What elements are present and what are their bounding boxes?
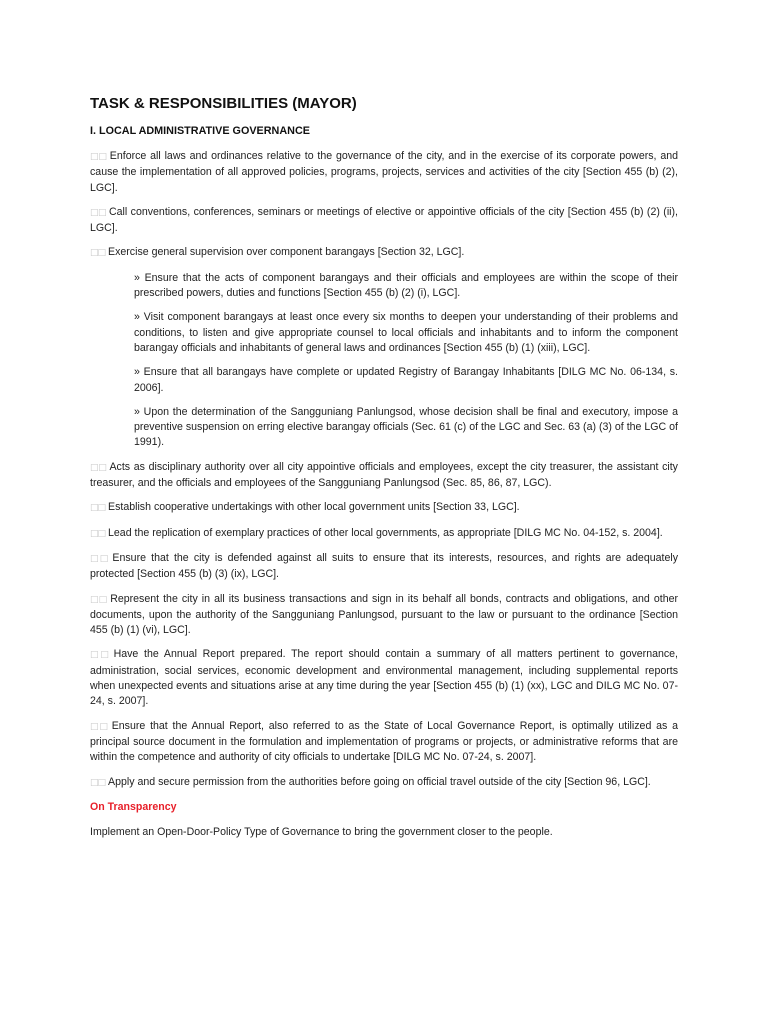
- list-item: [90, 245, 678, 261]
- sub-item: » Upon the determination of the Sangguniang Panlungsod, whose decision shall be final and executory, impose a preventive suspension on erring elective barangay officials (Sec. 61 (c) of the LGC and Sec. 63 (a) (3) of the LGC of 1991).: [134, 405, 678, 449]
- list-item-text: Call conventions, conferences, seminars or meetings of elective or appointive officials of the city [Section 455 (b) (2) (ii), LGC].: [90, 205, 679, 235]
- list-item-text: Lead the replication of exemplary practices of other local governments, as appropriate [DILG MC No. 04-152, s. 2004].: [108, 526, 663, 539]
- bullet-icon: □□: [90, 528, 106, 539]
- list-item: [90, 500, 678, 516]
- list-item-text: Enforce all laws and ordinances relative to the governance of the city, and in the exercise of its corporate powers, and cause the implementation of all approved policies, programs, projects, services and activities of the city [Section 455 (b) (2), LGC].: [90, 150, 678, 194]
- bullet-icon: □□: [90, 207, 106, 218]
- list-item-text: Ensure that the Annual Report, also referred to as the State of Local Governance Report, is optimally utilized as a principal source document in the formulation and implementation of programs or projects, or administrative reforms that are within the competence and authority of city officials to undertake [DILG MC No. 07-24, s. 2007].: [90, 719, 678, 764]
- bullet-icon: □□: [90, 248, 106, 259]
- list-item: [90, 149, 678, 196]
- sub-item: » Ensure that all barangays have complete or updated Registry of Barangay Inhabitants [DILG MC No. 06-134, s. 2006].: [134, 366, 678, 394]
- list-item: [90, 526, 678, 542]
- transparency-text: Implement an Open-Door-Policy Type of Governance to bring the government closer to the people.: [90, 826, 553, 839]
- list-item-text: Acts as disciplinary authority over all city appointive officials and employees, except the city treasurer, the assistant city treasurer, and the officials and employees of the Sangguniang Panlungsod (Sec. 85, 86, 87, LGC).: [90, 460, 678, 490]
- page-title: TASK & RESPONSIBILITIES (MAYOR): [90, 95, 357, 112]
- list-item-text: Exercise general supervision over component barangays [Section 32, LGC].: [108, 246, 465, 259]
- list-item: [90, 551, 678, 583]
- document-page: [90, 95, 678, 849]
- bullet-icon: □□: [90, 594, 108, 605]
- list-item: [90, 647, 678, 709]
- list-item: [90, 592, 678, 639]
- list-item-text: Ensure that the city is defended against all suits to ensure that its interests, resources, and rights are adequately protected [Section 455 (b) (3) (ix), LGC].: [90, 551, 678, 581]
- bullet-icon: □□: [90, 650, 111, 661]
- list-item-text: Apply and secure permission from the authorities before going on official travel outside of the city [Section 96, LGC].: [108, 775, 651, 788]
- list-item-text: Establish cooperative undertakings with other local government units [Section 33, LGC].: [108, 501, 520, 514]
- bullet-icon: □□: [90, 777, 106, 788]
- sub-item: » Ensure that the acts of component barangays and their officials and employees are within the scope of their prescribed powers, duties and functions [Section 455 (b) (2) (i), LGC].: [134, 271, 678, 300]
- bullet-icon: □□: [90, 721, 109, 732]
- bullet-icon: □□: [90, 462, 107, 473]
- list-item: [90, 460, 678, 492]
- bullet-icon: □□: [90, 553, 110, 564]
- list-item: [90, 205, 678, 237]
- list-item-text: Have the Annual Report prepared. The report should contain a summary of all matters pertinent to governance, administration, social services, economic development and environmental management, including supplemental reports when unexpected events and situations arise at any time during the year [Section 455 (b) (1) (xx), LGC and DILG MC No. 07-24, s. 2007].: [90, 648, 678, 708]
- section-heading: I. LOCAL ADMINISTRATIVE GOVERNANCE: [90, 125, 310, 137]
- transparency-heading: On Transparency: [90, 800, 177, 813]
- list-item-text: Represent the city in all its business transactions and sign in its behalf all bonds, contracts and obligations, and other documents, upon the authority of the Sangguniang Panlungsod, pursuant to the law or pursuant to the ordinance [Section 455 (b) (1) (vi), LGC].: [90, 592, 679, 637]
- bullet-icon: □□: [90, 152, 107, 162]
- list-item: [90, 775, 678, 791]
- sub-item: » Visit component barangays at least once every six months to deepen your understanding of their problems and conditions, to listen and give appropriate counsel to local officials and inhabitants and to inform the component barangay officials and inhabitants of general laws and ordinances [Section 455 (b) (1) (xiii), LGC].: [134, 311, 678, 354]
- list-item: [90, 719, 678, 766]
- bullet-icon: □□: [90, 503, 106, 514]
